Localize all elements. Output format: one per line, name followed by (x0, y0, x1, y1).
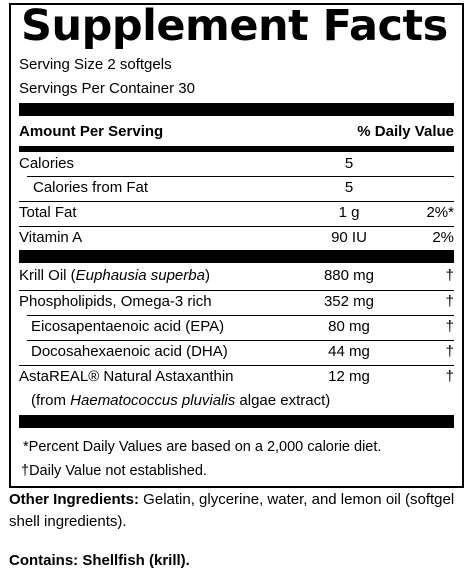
krill-oil-name-post: ) (204, 267, 210, 284)
vitamin-a-dv: 2% (432, 229, 454, 246)
calories-from-fat-amount: 5 (344, 179, 354, 196)
row-divider (27, 340, 454, 341)
astareal-dv: † (445, 368, 454, 385)
servings-per-container: Servings Per Container 30 (19, 80, 195, 97)
row-divider (19, 201, 454, 202)
phospholipids-dv: † (445, 293, 454, 310)
contains-allergen: Contains: Shellfish (krill). (9, 552, 190, 569)
vitamin-a-amount: 90 IU (331, 229, 367, 246)
krill-oil-dv: † (445, 267, 454, 284)
astareal-source-post: algae extract) (235, 392, 331, 409)
footnote-percent-dv: *Percent Daily Values are based on a 2,000 calorie diet. (23, 439, 382, 455)
total-fat-label: Total Fat (19, 204, 77, 221)
other-ingredients-text: Gelatin, glycerine, water, and lemon oil (softgel shell ingredients). (9, 491, 455, 530)
epa-dv: † (445, 318, 454, 335)
phospholipids-label: Phospholipids, Omega-3 rich (19, 293, 212, 310)
supplement-facts-panel (9, 3, 464, 488)
row-divider (19, 226, 454, 227)
total-fat-dv: 2%* (426, 204, 454, 221)
dha-amount: 44 mg (328, 343, 370, 360)
krill-oil-species: Euphausia superba (75, 267, 205, 284)
calories-label: Calories (19, 155, 75, 172)
astareal-label: AstaREAL® Natural Astaxanthin (19, 368, 234, 385)
calories-amount: 5 (344, 155, 354, 172)
vitamin-a-label: Vitamin A (19, 229, 83, 246)
krill-oil-name-pre: Krill Oil ( (19, 267, 76, 284)
other-ingredients (9, 489, 464, 533)
serving-size: Serving Size 2 softgels (19, 56, 172, 73)
astareal-source-pre: (from (31, 392, 71, 409)
astareal-source-species: Haematococcus pluvialis (70, 392, 236, 409)
epa-label: Eicosapentaenoic acid (EPA) (31, 318, 225, 335)
other-ingredients-label: Other Ingredients: (9, 491, 140, 508)
phospholipids-amount: 352 mg (323, 293, 375, 310)
dha-dv: † (445, 343, 454, 360)
astareal-source (31, 392, 330, 410)
calories-from-fat-label: Calories from Fat (33, 179, 149, 196)
medium-divider (19, 146, 454, 152)
row-divider (27, 176, 454, 177)
thick-divider (19, 415, 454, 428)
thick-divider (19, 103, 454, 116)
dha-label: Docosahexaenoic acid (DHA) (31, 343, 228, 360)
amount-per-serving-header: Amount Per Serving (19, 123, 164, 140)
row-divider (27, 315, 454, 316)
daily-value-header: % Daily Value (357, 123, 454, 140)
total-fat-amount: 1 g (338, 204, 360, 221)
footnote-dagger: †Daily Value not established. (21, 463, 207, 479)
row-divider (19, 365, 454, 366)
panel-title: Supplement Facts (21, 1, 448, 51)
astareal-amount: 12 mg (328, 368, 370, 385)
epa-amount: 80 mg (328, 318, 370, 335)
thick-divider (19, 250, 454, 263)
krill-oil-amount: 880 mg (323, 267, 375, 284)
row-divider (19, 290, 454, 291)
krill-oil-label (19, 267, 210, 285)
